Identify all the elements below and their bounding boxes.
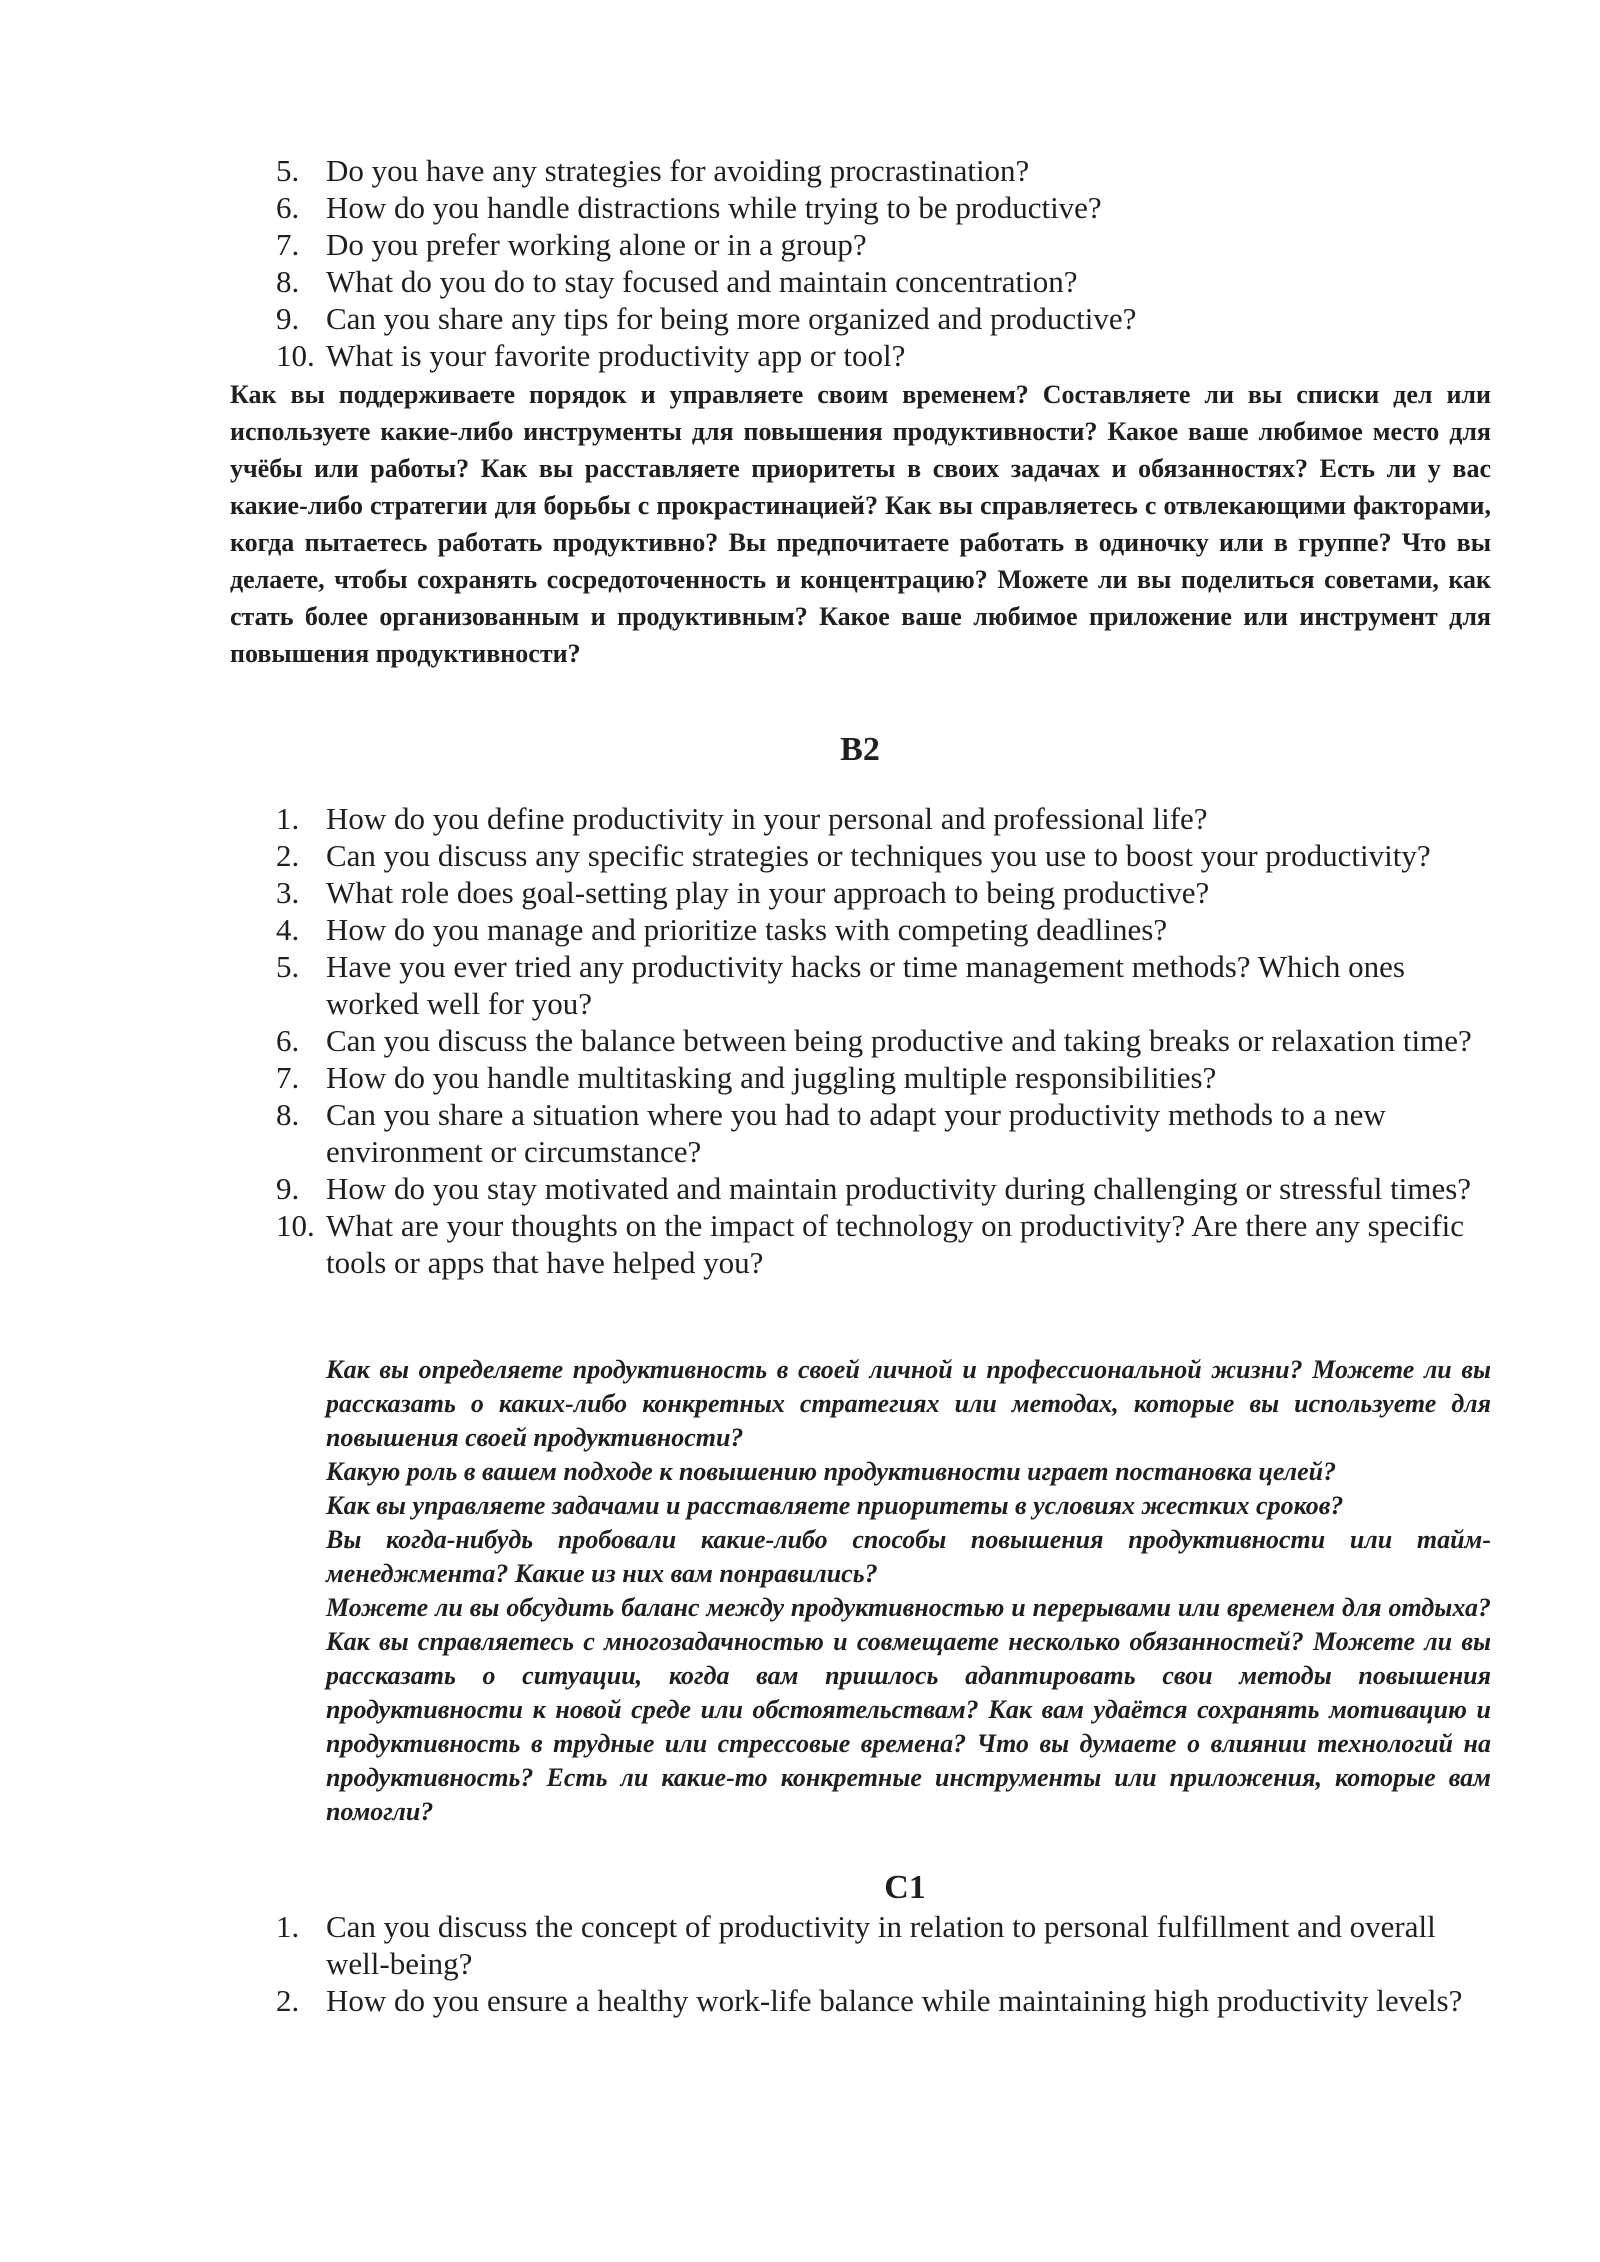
c1-question-list — [276, 1908, 1491, 2019]
list-item: 7. How do you handle multitasking and juggling multiple responsibilities? — [276, 1060, 1217, 1095]
list-item: 1. Can you discuss the concept of productivity in relation to personal fulfillment and overall well-being? — [276, 1909, 1436, 1981]
list-item: 9. Can you share any tips for being more organized and productive? — [276, 301, 1137, 336]
translation-paragraph: Как вы управляете задачами и расставляете приоритеты в условиях жестких сроков? — [326, 1491, 1344, 1520]
list-item: 3. What role does goal-setting play in your approach to being productive? — [276, 875, 1210, 910]
list-item: 2. How do you ensure a healthy work-life balance while maintaining high productivity levels? — [276, 1983, 1463, 2018]
translation-paragraph: Как вы определяете продуктивность в своей личной и профессиональной жизни? Можете ли вы рассказать о каких-либо конкретных стратегиях или методах, которые вы используете для повышения своей продуктивности? — [326, 1355, 1491, 1452]
list-item: 9. How do you stay motivated and maintain productivity during challenging or stressful times? — [276, 1171, 1472, 1206]
list-item: 10. What are your thoughts on the impact of technology on productivity? Are there any specific tools or apps that have helped you? — [276, 1208, 1465, 1280]
translation-paragraph: Вы когда-нибудь пробовали какие-либо способы повышения продуктивности или тайм-менеджмента? Какие из них вам понравились? — [326, 1525, 1491, 1588]
translation-paragraph: Можете ли вы обсудить баланс между продуктивностью и перерывами или временем для отдыха? Как вы справляетесь с многозадачностью и совмещаете несколько обязанностей? Можете ли вы рассказать о ситуации, когда вам пришлось адаптировать свои методы повышения продуктивности к новой среде или обстоятельствам? Как вам удаётся сохранять мотивацию и продуктивность в трудные или стрессовые времена? Что вы думаете о влиянии технологий на продуктивность? Есть ли какие-то конкретные инструменты или приложения, которые вам помогли? — [326, 1593, 1491, 1826]
list-item: 6. Can you discuss the balance between being productive and taking breaks or relaxation time? — [276, 1023, 1472, 1058]
list-item: 4. How do you manage and prioritize tasks with competing deadlines? — [276, 912, 1168, 947]
b2-question-list — [276, 800, 1491, 1281]
list-item: 2. Can you discuss any specific strategies or techniques you use to boost your productivity? — [276, 838, 1431, 873]
list-item: 10. What is your favorite productivity app or tool? — [276, 338, 906, 373]
list-item: 8. What do you do to stay focused and maintain concentration? — [276, 264, 1078, 299]
list-item: 7. Do you prefer working alone or in a group? — [276, 227, 867, 262]
b2-heading: B2 — [840, 731, 880, 768]
c1-heading: C1 — [884, 1869, 926, 1906]
list-item: 6. How do you handle distractions while trying to be productive? — [276, 190, 1102, 225]
a2-question-list — [276, 152, 1491, 374]
list-item: 5. Have you ever tried any productivity hacks or time management methods? Which ones worked well for you? — [276, 949, 1405, 1021]
list-item: 5. Do you have any strategies for avoiding procrastination? — [276, 153, 1030, 188]
translation-paragraph: Какую роль в вашем подходе к повышению продуктивности играет постановка целей? — [326, 1457, 1337, 1486]
list-item: 8. Can you share a situation where you had to adapt your productivity methods to a new environment or circumstance? — [276, 1097, 1386, 1169]
b2-russian-translation — [326, 1353, 1491, 1829]
a2-russian-translation: Как вы поддерживаете порядок и управляете своим временем? Составляете ли вы списки дел или используете какие-либо инструменты для повышения продуктивности? Какое ваше любимое место для учёбы или работы? Как вы расставляете приоритеты в своих задачах и обязанностях? Есть ли у вас какие-либо стратегии для борьбы с прокрастинацией? Как вы справляетесь с отвлекающими факторами, когда пытаетесь работать продуктивно? Вы предпочитаете работать в одиночку или в группе? Что вы делаете, чтобы сохранять сосредоточенность и концентрацию? Можете ли вы поделиться советами, как стать более организованным и продуктивным? Какое ваше любимое приложение или инструмент для повышения продуктивности? — [230, 380, 1491, 668]
list-item: 1. How do you define productivity in your personal and professional life? — [276, 801, 1208, 836]
